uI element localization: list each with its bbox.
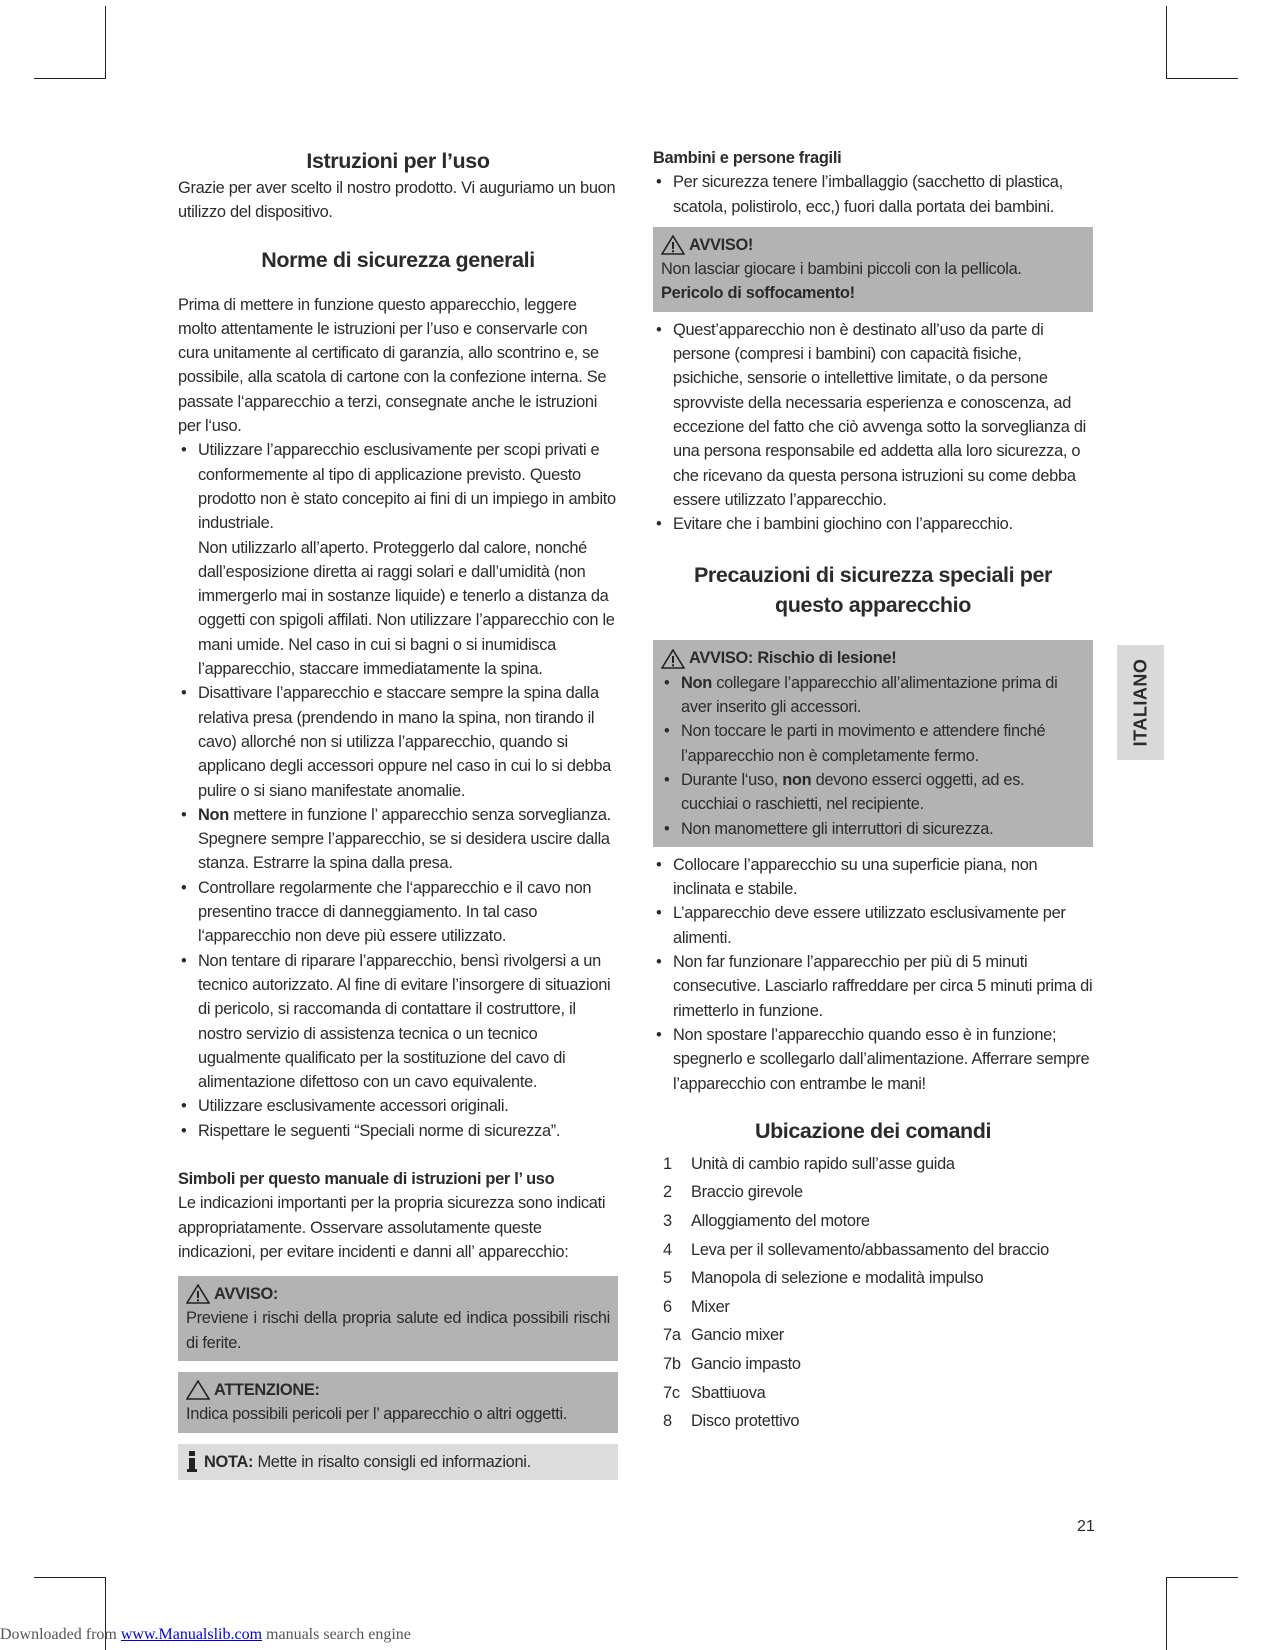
symbols-text: Le indicazioni importanti per la propria sicurezza sono indicati appropriatamente. Osservare assolutamente queste indicazioni, per evitare incidenti e danni all’ apparecchio:: [178, 1194, 606, 1261]
warning-box: AVVISO: Previene i rischi della propria salute ed indica possibili rischi di ferite.: [178, 1276, 618, 1361]
left-column: [178, 146, 618, 1480]
crop-mark: [1166, 6, 1167, 79]
list-item: • Non mettere in funzione l’ apparecchio senza sorveglianza. Spegnere sempre l’apparecchio, se si desidera uscire dalla stanza. Estrarre la spina dalla presa.: [178, 803, 618, 876]
warning-triangle-icon: [661, 649, 685, 669]
warning-box: AVVISO! Non lasciar giocare i bambini piccoli con la pellicola. Pericolo di soffocamento!: [653, 227, 1093, 312]
list-item: • Non spostare l’apparecchio quando esso è in funzione; spegnerlo e scollegarlo dall’alimentazione. Afferrare sempre l’apparecchio con entrambe le mani!: [653, 1023, 1093, 1096]
crop-mark: [1166, 78, 1238, 79]
safety-list: [178, 438, 618, 1143]
caution-triangle-icon: [186, 1380, 210, 1400]
controls-list: [653, 1150, 1093, 1436]
children-title: Bambini e persone fragili: [653, 149, 842, 167]
control-item: 7c Sbattiuova: [663, 1383, 766, 1402]
list-item: • Collocare l’apparecchio su una superficie piana, non inclinata e stabile.: [653, 853, 1093, 902]
control-item: 8 Disco protettivo: [663, 1412, 800, 1431]
control-item: 6 Mixer: [663, 1297, 730, 1316]
control-item: 3 Alloggiamento del motore: [663, 1211, 870, 1230]
list-item: • Non collegare l’apparecchio all’alimentazione prima di aver inserito gli accessori.: [661, 671, 1085, 720]
crop-mark: [34, 1577, 106, 1578]
control-item: 1 Unità di cambio rapido sull’asse guida: [663, 1154, 955, 1173]
list-item: • Durante l‘uso, non devono esserci oggetti, ad es. cucchiai o raschietti, nel recipiente.: [661, 768, 1085, 817]
safety-intro: Prima di mettere in funzione questo apparecchio, leggere molto attentamente le istruzioni per l’uso e conservarle con cura unitamente al certificato di garanzia, allo scontrino e, se possibile, alla scatola di cartone con la confezione interna. Se passate l‘apparecchio a terzi, consegnate anche le istruzioni per l‘uso.: [178, 295, 607, 436]
list-item: • Quest’apparecchio non è destinato all’uso da parte di persone (compresi i bambini) con capacità fisiche, psichiche, sensorie o intellettive limitate, o da persone sprovviste della necessaria esperienza e conoscenza, ad eccezione del fatto che ciò avvenga sotto la sorveglianza di una persona responsabile ed addetta alla loro sicurezza, o che ricevano da questa persona istruzioni su come debba essere utilizzato l’apparecchio.: [653, 318, 1093, 512]
list-item: • L’apparecchio deve essere utilizzato esclusivamente per alimenti.: [653, 901, 1093, 950]
control-item: 7b Gancio impasto: [663, 1354, 801, 1373]
injury-list: [661, 671, 1085, 841]
manualslib-link[interactable]: www.Manualslib.com: [120, 1626, 263, 1643]
note-box: NOTA: Mette in risalto consigli ed informazioni.: [178, 1444, 618, 1480]
control-item: 7a Gancio mixer: [663, 1326, 784, 1345]
control-item: 4 Leva per il sollevamento/abbassamento del braccio: [663, 1240, 1049, 1259]
crop-mark: [1166, 1577, 1167, 1650]
control-item: 2 Braccio girevole: [663, 1183, 803, 1202]
crop-mark: [105, 6, 106, 79]
list-item: • Non manomettere gli interruttori di sicurezza.: [661, 817, 1085, 841]
warning-triangle-icon: [661, 235, 685, 255]
download-footer: Downloaded from www.Manualslib.com manuals search engine: [0, 1626, 411, 1643]
safety-title: Norme di sicurezza generali: [261, 247, 535, 272]
list-item: • Utilizzare esclusivamente accessori originali.: [178, 1094, 618, 1118]
children-list: [653, 170, 1093, 219]
crop-mark: [34, 78, 106, 79]
caution-box: ATTENZIONE: Indica possibili pericoli per l’ apparecchio o altri oggetti.: [178, 1372, 618, 1433]
list-item: • Evitare che i bambini giochino con l’apparecchio.: [653, 512, 1093, 536]
list-item: • Disattivare l’apparecchio e staccare sempre la spina dalla relativa presa (prendendo in mano la spina, non tirando il cavo) allorché non si utilizza l’apparecchio, quando si applicano degli accessori oppure nel caso in cui lo si debba pulire o si siano manifestate anomalie.: [178, 681, 618, 802]
crop-mark: [1166, 1577, 1238, 1578]
symbols-title: Simboli per questo manuale di istruzioni per l’ uso: [178, 1169, 555, 1188]
page-number: 21: [1077, 1518, 1095, 1535]
right-column: [653, 146, 1093, 1436]
list-item: • Rispettare le seguenti “Speciali norme di sicurezza”.: [178, 1119, 618, 1143]
page-title: Istruzioni per l’uso: [306, 149, 490, 173]
special-title: Precauzioni di sicurezza speciali per questo apparecchio: [693, 563, 1053, 618]
special-list: [653, 853, 1093, 1096]
warning-triangle-icon: [186, 1284, 210, 1304]
language-tab: ITALIANO: [1117, 645, 1164, 760]
list-item: • Non tentare di riparare l’apparecchio, bensì rivolgersi a un tecnico autorizzato. Al fine di evitare l’insorgere di situazioni di pericolo, si raccomanda di contattare il costruttore, il nostro servizio di assistenza tecnica o un tecnico ugualmente qualificato per la sostituzione del cavo di alimentazione difettoso con un cavo equivalente.: [178, 949, 618, 1095]
controls-title: Ubicazione dei comandi: [754, 1118, 992, 1143]
children-list-2: [653, 318, 1093, 537]
control-item: 5 Manopola di selezione e modalità impulso: [663, 1269, 984, 1288]
intro-text: Grazie per aver scelto il nostro prodotto. Vi auguriamo un buon utilizzo del dispositivo.: [178, 179, 616, 222]
list-item: • Non far funzionare l’apparecchio per più di 5 minuti consecutive. Lasciarlo raffreddare per circa 5 minuti prima di rimetterlo in funzione.: [653, 950, 1093, 1023]
info-icon: [186, 1451, 198, 1473]
injury-warning-box: AVVISO: Rischio di lesione! • Non collegare l’apparecchio all’alimentazione prima di aver inserito gli accessori. • Non toccare le parti in movimento e attendere finché l’apparecchio non è completamente fermo. • Durante l‘uso, non devono esserci oggetti, ad es. cucchiai o raschietti, nel recipiente. • Non manomettere gli interruttori di sicurezza.: [653, 640, 1093, 846]
list-item: • Per sicurezza tenere l’imballaggio (sacchetto di plastica, scatola, polistirolo, ecc,) fuori dalla portata dei bambini.: [653, 170, 1093, 219]
list-item: • Controllare regolarmente che l‘apparecchio e il cavo non presentino tracce di danneggiamento. In tal caso l‘apparecchio non deve più essere utilizzato.: [178, 876, 618, 949]
list-item: • Utilizzare l’apparecchio esclusivamente per scopi privati e conformemente al tipo di applicazione previsto. Questo prodotto non è stato concepito ai fini di un impiego in ambito industriale. Non utilizzarlo all’aperto. Proteggerlo dal calore, nonché dall’esposizione diretta ai raggi solari e dall’umidità (non immergerlo mai in sostanze liquide) e tenerlo a distanza da oggetti con spigoli affilati. Non utilizzare l’apparecchio con le mani umide. Nel caso in cui si bagni o si inumidisca l’apparecchio, staccare immediatamente la spina.: [178, 438, 618, 681]
list-item: • Non toccare le parti in movimento e attendere finché l’apparecchio non è completamente fermo.: [661, 719, 1085, 768]
